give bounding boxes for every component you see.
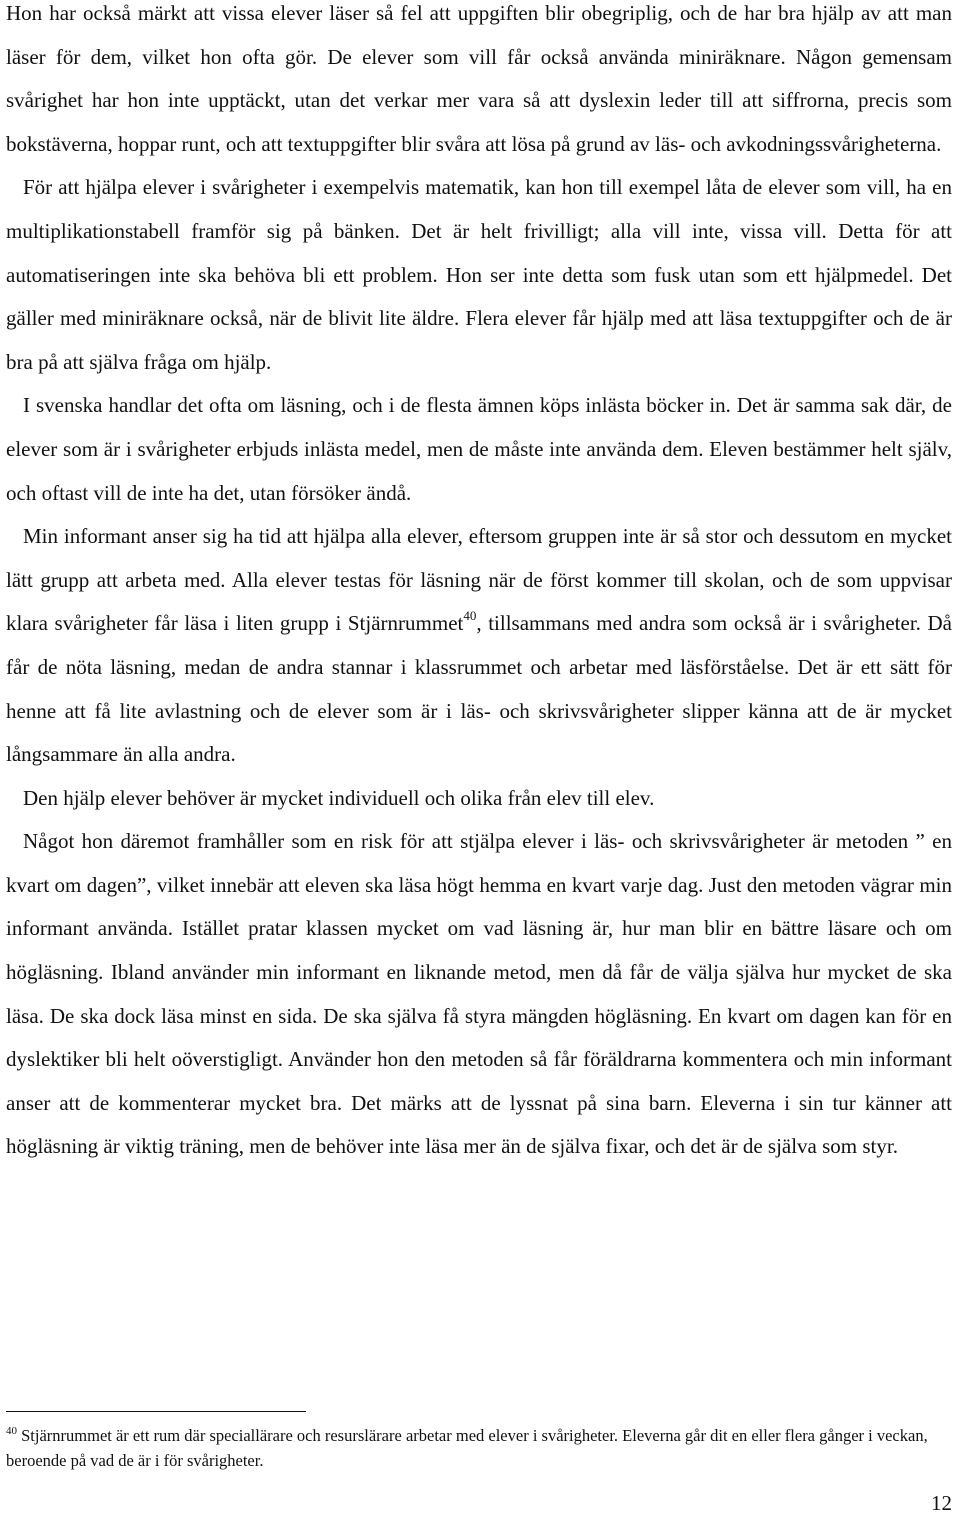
paragraph: Något hon däremot framhåller som en risk för att stjälpa elever i läs- och skrivsvårigheter är metoden ” en kvart om dagen”, vilket innebär att eleven ska läsa högt hemma en kvart varje dag. Just den metoden vägrar min informant använda. Istället pratar klassen mycket om vad läsning är, hur man blir en bättre läsare och om högläsning. Ibland använder min informant en liknande metod, men då får de välja själva hur mycket de ska läsa. De ska dock läsa minst en sida. De ska själva få styra mängden högläsning. En kvart om dagen kan för en dyslektiker bli helt oöverstigligt. Använder hon den metoden så får föräldrarna kommentera och min informant anser att de kommenterar mycket bra. Det märks att de lyssnat på sina barn. Eleverna i sin tur känner att högläsning är viktig träning, men de behöver inte läsa mer än de själva fixar, och det är de själva som styr.: [6, 829, 952, 1159]
paragraph-text: , tillsammans med andra som också är i svårigheter. Då får de nöta läsning, medan de andra stannar i klassrummet och arbetar med läsförståelse. Det är ett sätt för henne att få lite avlastning och de elever som är i läs- och skrivsvårigheter slipper känna att de är mycket långsammare än alla andra.: [6, 611, 952, 767]
footnote-number: 40: [6, 1425, 17, 1437]
page-number: 12: [931, 1491, 952, 1515]
footnote-divider: [6, 1411, 306, 1412]
paragraph-text: Min informant anser sig ha tid att hjälpa alla elever, eftersom gruppen inte är så stor och dessutom en mycket lätt grupp att arbeta med. Alla elever testas för läsning när de först kommer till skolan, och de som uppvisar klara svårigheter får läsa i liten grupp i Stjärnrummet: [6, 524, 952, 636]
paragraph: Den hjälp elever behöver är mycket individuell och olika från elev till elev.: [23, 785, 655, 810]
footnote: [6, 1423, 954, 1473]
paragraph: [6, 515, 952, 777]
footnote-reference: 40: [463, 608, 477, 624]
paragraph: Hon har också märkt att vissa elever läser så fel att uppgiften blir obegriplig, och de har bra hjälp av att man läser för dem, vilket hon ofta gör. De elever som vill får också använda miniräknare. Någon gemensam svårighet har hon inte upptäckt, utan det verkar mer vara så att dyslexin leder till att siffrorna, precis som bokstäverna, hoppar runt, och att textuppgifter blir svåra att lösa på grund av läs- och avkodningssvårigheterna.: [6, 1, 952, 156]
body-text: [6, 0, 952, 1169]
footnote-text: Stjärnrummet är ett rum där speciallärare och resurslärare arbetar med elever i svårigheter. Eleverna går dit en eller flera gånger i veckan, beroende på vad de är i för svårigheter.: [6, 1426, 928, 1470]
paragraph: I svenska handlar det ofta om läsning, och i de flesta ämnen köps inlästa böcker in. Det är samma sak där, de elever som är i svårigheter erbjuds inlästa medel, men de måste inte använda dem. Eleven bestämmer helt själv, och oftast vill de inte ha det, utan försöker ändå.: [6, 393, 952, 505]
paragraph: För att hjälpa elever i svårigheter i exempelvis matematik, kan hon till exempel låta de elever som vill, ha en multiplikationstabell framför sig på bänken. Det är helt frivilligt; alla vill inte, vissa vill. Detta för att automatiseringen inte ska behöva bli ett problem. Hon ser inte detta som fusk utan som ett hjälpmedel. Det gäller med miniräknare också, när de blivit lite äldre. Flera elever får hjälp med att läsa textuppgifter och de är bra på att själva fråga om hjälp.: [6, 175, 952, 374]
